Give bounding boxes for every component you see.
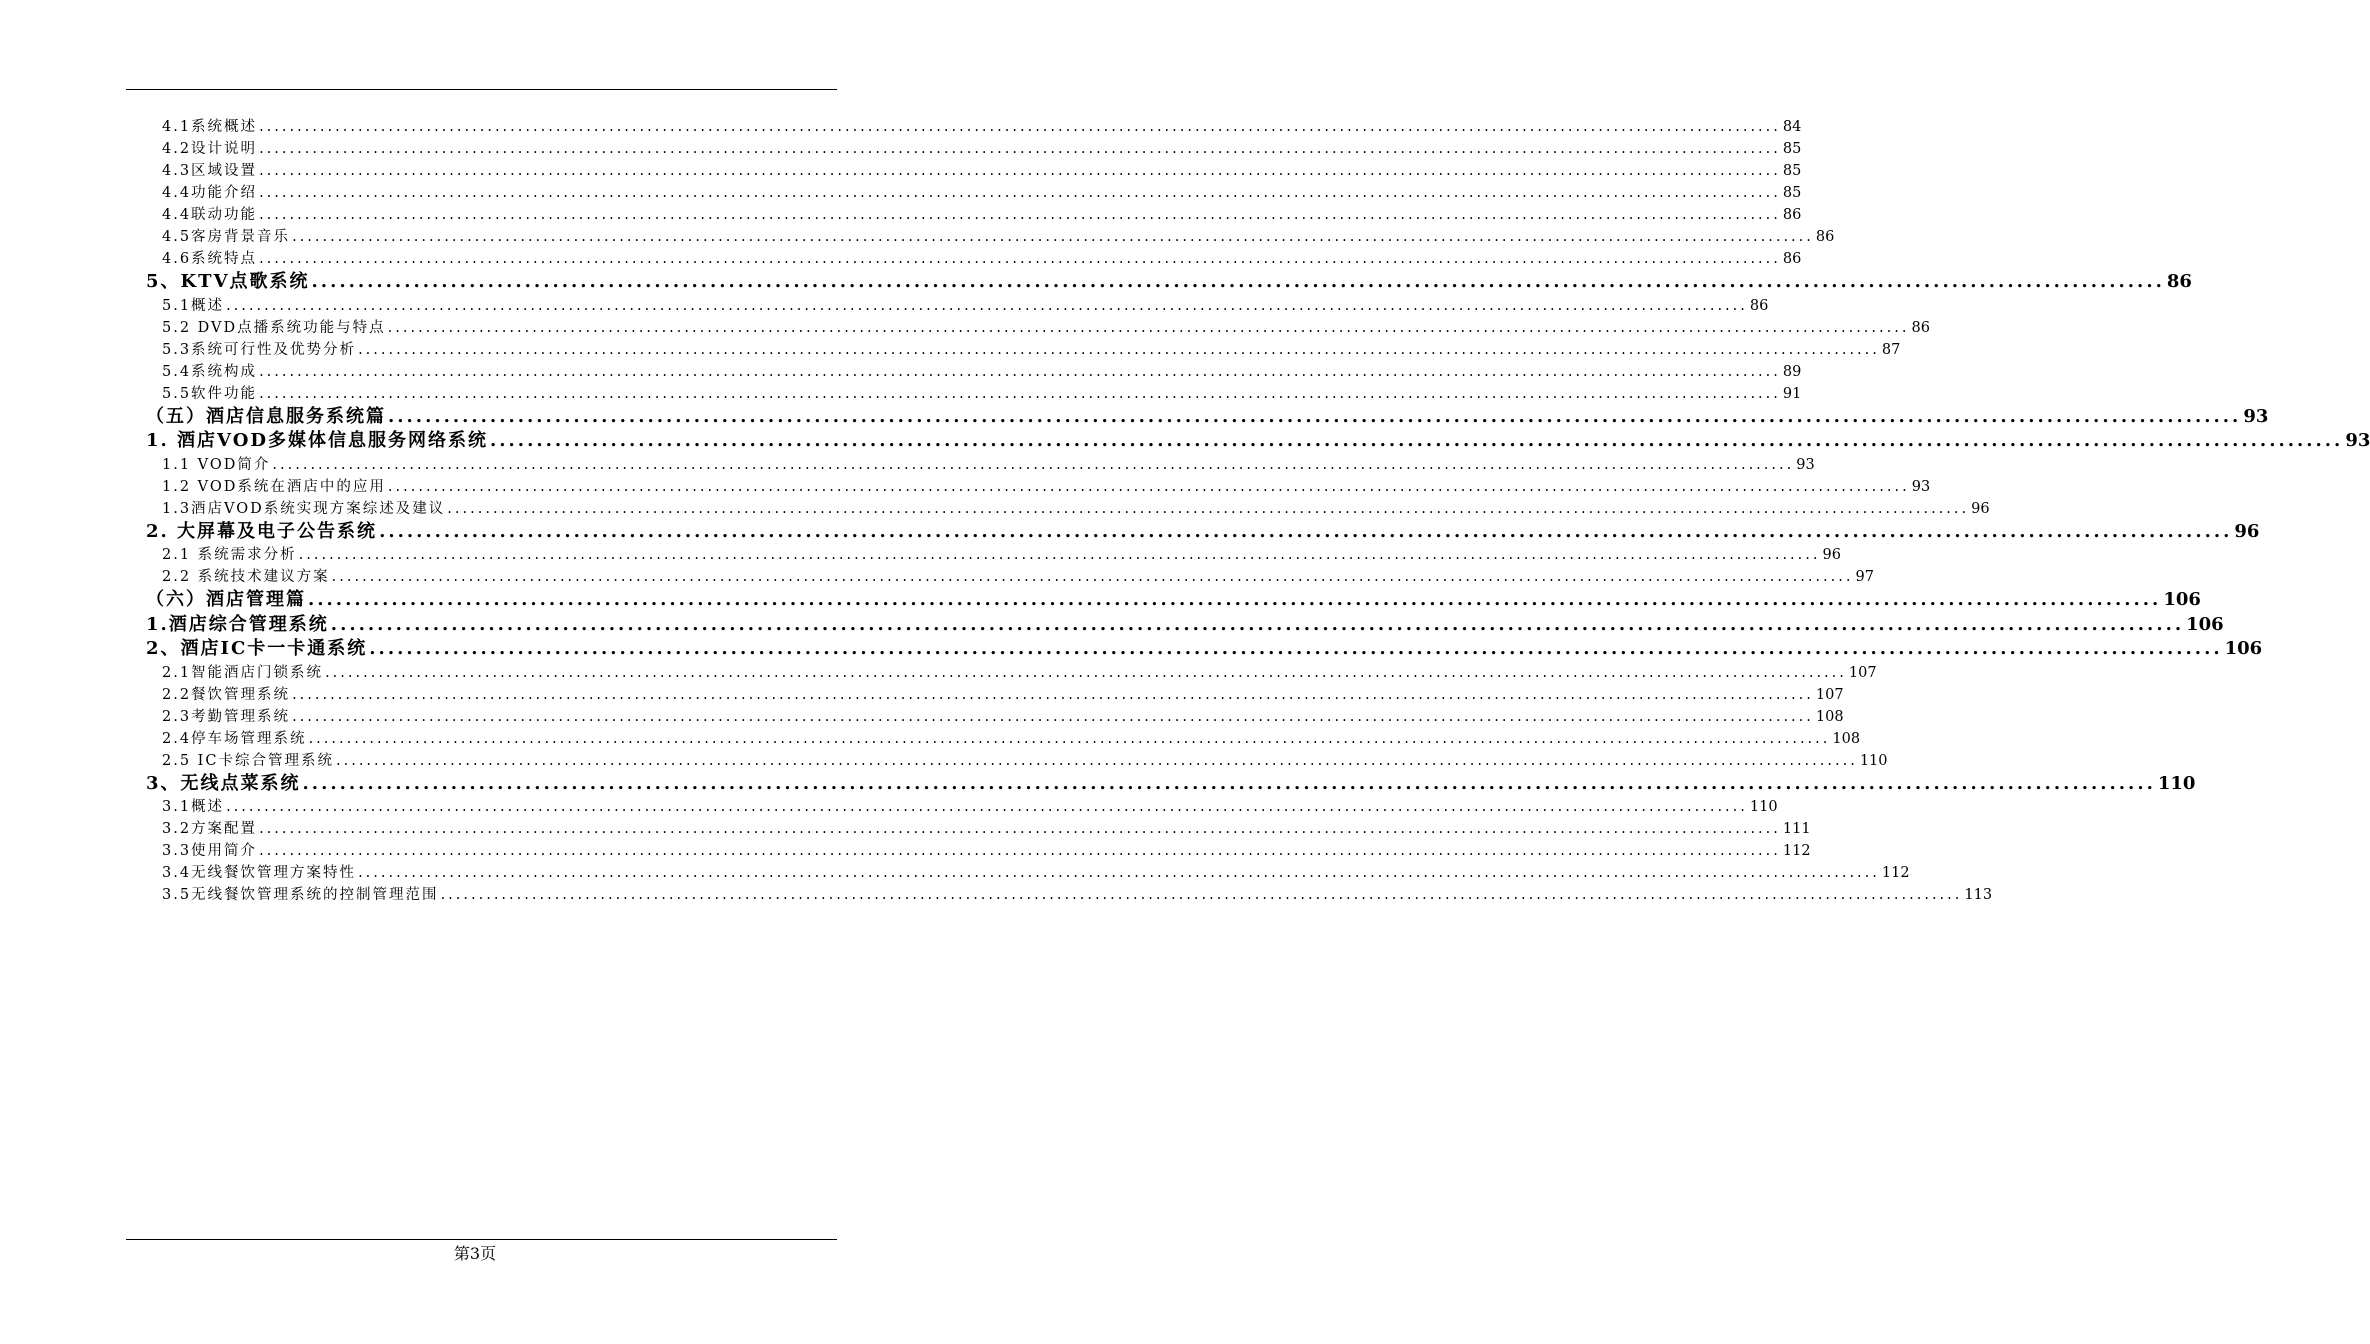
header-rule bbox=[126, 89, 837, 90]
toc-entry-label: 4.1系统概述 bbox=[162, 119, 258, 135]
toc-dot-leader: ........................................................................................................................................................................................................ bbox=[259, 363, 1781, 380]
toc-entry-label: 1.3酒店VOD系统实现方案综述及建议 bbox=[162, 500, 446, 517]
toc-section-entry[interactable] bbox=[146, 361, 1802, 383]
toc-dot-leader: ........................................................................................................................................................................................................ bbox=[311, 271, 2165, 292]
toc-dot-leader: ........................................................................................................................................................................................................ bbox=[226, 297, 1748, 314]
toc-dot-leader: ........................................................................................................................................................................................................ bbox=[369, 638, 2223, 659]
toc-dot-leader: ........................................................................................................................................................................................................ bbox=[259, 119, 1781, 135]
toc-section-entry[interactable] bbox=[146, 160, 1802, 182]
toc-section-entry[interactable] bbox=[146, 454, 1815, 476]
toc-entry-page-number: 86 bbox=[1782, 207, 1802, 223]
toc-entry-label: 2.5 IC卡综合管理系统 bbox=[162, 752, 334, 769]
toc-dot-leader: ........................................................................................................................................................................................................ bbox=[259, 821, 1781, 837]
toc-dot-leader: ........................................................................................................................................................................................................ bbox=[387, 319, 1910, 336]
toc-entry-page-number: 111 bbox=[1782, 821, 1811, 837]
toc-entry-label: 3.3使用简介 bbox=[162, 843, 258, 859]
toc-section-entry[interactable] bbox=[146, 339, 1901, 361]
toc-section-entry[interactable] bbox=[146, 182, 1802, 204]
toc-section-entry[interactable] bbox=[146, 498, 1990, 520]
toc-entry-label: 2.1 系统需求分析 bbox=[162, 547, 297, 563]
toc-entry-label: 5.3系统可行性及优势分析 bbox=[162, 341, 357, 358]
page-number: 第3页 bbox=[453, 1244, 497, 1263]
toc-dot-leader: ........................................................................................................................................................................................................ bbox=[259, 843, 1781, 859]
toc-dot-leader: ........................................................................................................................................................................................................ bbox=[325, 664, 1847, 681]
toc-dot-leader: ........................................................................................................................................................................................................ bbox=[330, 613, 2185, 635]
toc-section-entry[interactable] bbox=[146, 750, 1888, 772]
toc-entry-label: 3.2方案配置 bbox=[162, 821, 258, 837]
toc-entry-page-number: 85 bbox=[1782, 141, 1802, 157]
toc-section-entry[interactable] bbox=[146, 840, 1811, 862]
toc-entry-page-number: 93 bbox=[2243, 405, 2269, 427]
toc-entry-page-number: 96 bbox=[1822, 547, 1841, 563]
toc-section-entry[interactable] bbox=[146, 706, 1844, 728]
toc-entry-label: 5.5软件功能 bbox=[162, 385, 258, 402]
toc-dot-leader: ........................................................................................................................................................................................................ bbox=[272, 456, 1795, 473]
toc-entry-label: 4.5客房背景音乐 bbox=[162, 229, 291, 245]
toc-entry-label: 2.2 系统技术建议方案 bbox=[162, 569, 330, 585]
toc-entry-label: 2.1智能酒店门锁系统 bbox=[162, 664, 324, 681]
toc-dot-leader: ........................................................................................................................................................................................................ bbox=[331, 569, 1854, 585]
table-of-contents bbox=[146, 116, 2370, 906]
toc-entry-label: 4.6系统特点 bbox=[162, 251, 258, 267]
toc-entry-page-number: 107 bbox=[1848, 664, 1877, 681]
toc-entry-page-number: 106 bbox=[2186, 613, 2224, 635]
toc-entry-page-number: 85 bbox=[1782, 163, 1802, 179]
toc-entry-page-number: 93 bbox=[2345, 430, 2370, 451]
toc-entry-page-number: 110 bbox=[2157, 772, 2196, 794]
toc-chapter-entry[interactable] bbox=[146, 772, 2196, 797]
toc-section-entry[interactable] bbox=[146, 317, 1930, 339]
toc-dot-leader: ........................................................................................................................................................................................................ bbox=[336, 752, 1858, 769]
toc-chapter-entry[interactable] bbox=[146, 588, 2201, 613]
toc-section-entry[interactable] bbox=[146, 383, 1802, 405]
toc-entry-page-number: 93 bbox=[1911, 478, 1931, 495]
toc-entry-label: 3.1概述 bbox=[162, 799, 225, 815]
toc-entry-page-number: 113 bbox=[1964, 887, 1993, 903]
toc-dot-leader: ........................................................................................................................................................................................................ bbox=[226, 799, 1748, 815]
toc-dot-leader: ........................................................................................................................................................................................................ bbox=[379, 520, 2233, 542]
toc-entry-label: 5.1概述 bbox=[162, 297, 225, 314]
toc-entry-label: 3.4无线餐饮管理方案特性 bbox=[162, 865, 357, 881]
toc-entry-label: 4.3区域设置 bbox=[162, 163, 258, 179]
toc-section-entry[interactable] bbox=[146, 226, 1835, 248]
toc-section-entry[interactable] bbox=[146, 728, 1861, 750]
toc-entry-label: 5.4系统构成 bbox=[162, 363, 258, 380]
toc-entry-page-number: 112 bbox=[1881, 865, 1910, 881]
toc-chapter-entry[interactable] bbox=[146, 405, 2269, 430]
toc-section-entry[interactable] bbox=[146, 248, 1802, 270]
toc-dot-leader: ........................................................................................................................................................................................................ bbox=[259, 207, 1781, 223]
toc-entry-page-number: 84 bbox=[1782, 119, 1802, 135]
toc-entry-page-number: 85 bbox=[1782, 185, 1802, 201]
toc-entry-page-number: 91 bbox=[1782, 385, 1802, 402]
toc-entry-page-number: 108 bbox=[1815, 708, 1844, 725]
toc-entry-label: 3.5无线餐饮管理系统的控制管理范围 bbox=[162, 887, 439, 903]
toc-section-entry[interactable] bbox=[146, 862, 1910, 884]
footer-rule bbox=[126, 1239, 837, 1240]
toc-dot-leader: ........................................................................................................................................................................................................ bbox=[259, 163, 1781, 179]
toc-entry-label: 1.酒店综合管理系统 bbox=[146, 613, 329, 635]
toc-entry-page-number: 86 bbox=[1815, 229, 1835, 245]
toc-entry-page-number: 106 bbox=[2224, 638, 2263, 659]
toc-entry-label: 1. 酒店VOD多媒体信息服务网络系统 bbox=[146, 430, 488, 451]
toc-entry-page-number: 86 bbox=[1911, 319, 1930, 336]
toc-entry-label: 4.4联动功能 bbox=[162, 207, 258, 223]
toc-entry-label: 4.4功能介绍 bbox=[162, 185, 258, 201]
toc-dot-leader: ........................................................................................................................................................................................................ bbox=[447, 500, 1970, 517]
toc-chapter-entry[interactable] bbox=[146, 520, 2260, 545]
toc-dot-leader: ........................................................................................................................................................................................................ bbox=[259, 185, 1781, 201]
toc-dot-leader: ........................................................................................................................................................................................................ bbox=[259, 251, 1781, 267]
toc-entry-page-number: 107 bbox=[1815, 686, 1844, 703]
toc-dot-leader: ........................................................................................................................................................................................................ bbox=[388, 405, 2242, 427]
toc-entry-page-number: 96 bbox=[1971, 500, 1990, 517]
toc-entry-label: （六）酒店管理篇 bbox=[146, 589, 306, 610]
toc-entry-label: 2.3考勤管理系统 bbox=[162, 708, 291, 725]
toc-dot-leader: ........................................................................................................................................................................................................ bbox=[292, 708, 1814, 725]
toc-entry-label: 2、酒店IC卡一卡通系统 bbox=[146, 638, 368, 659]
toc-section-entry[interactable] bbox=[146, 796, 1778, 818]
toc-dot-leader: ........................................................................................................................................................................................................ bbox=[490, 430, 2344, 451]
toc-entry-page-number: 110 bbox=[1749, 799, 1778, 815]
toc-section-entry[interactable] bbox=[146, 818, 1811, 840]
toc-entry-label: 5、KTV点歌系统 bbox=[146, 271, 310, 292]
toc-chapter-entry[interactable] bbox=[146, 270, 2192, 295]
toc-dot-leader: ........................................................................................................................................................................................................ bbox=[308, 730, 1831, 747]
toc-dot-leader: ........................................................................................................................................................................................................ bbox=[259, 385, 1781, 402]
toc-dot-leader: ........................................................................................................................................................................................................ bbox=[358, 865, 1880, 881]
toc-dot-leader: ........................................................................................................................................................................................................ bbox=[302, 772, 2156, 794]
toc-entry-page-number: 89 bbox=[1782, 363, 1802, 380]
toc-entry-label: 1.1 VOD简介 bbox=[162, 456, 271, 473]
toc-section-entry[interactable] bbox=[146, 138, 1802, 160]
toc-entry-label: 2.2餐饮管理系统 bbox=[162, 686, 291, 703]
toc-entry-page-number: 87 bbox=[1881, 341, 1901, 358]
toc-dot-leader: ........................................................................................................................................................................................................ bbox=[358, 341, 1880, 358]
toc-entry-page-number: 110 bbox=[1859, 752, 1888, 769]
toc-section-entry[interactable] bbox=[146, 116, 1802, 138]
toc-entry-page-number: 96 bbox=[2234, 520, 2260, 542]
toc-dot-leader: ........................................................................................................................................................................................................ bbox=[308, 589, 2162, 610]
toc-entry-label: 4.2设计说明 bbox=[162, 141, 258, 157]
toc-section-entry[interactable] bbox=[146, 884, 1993, 906]
toc-section-entry[interactable] bbox=[146, 684, 1844, 706]
toc-section-entry[interactable] bbox=[146, 204, 1802, 226]
toc-entry-label: （五）酒店信息服务系统篇 bbox=[146, 405, 386, 427]
toc-section-entry[interactable] bbox=[146, 544, 1841, 566]
toc-entry-label: 2. 大屏幕及电子公告系统 bbox=[146, 520, 378, 542]
toc-entry-page-number: 86 bbox=[1782, 251, 1802, 267]
toc-entry-label: 2.4停车场管理系统 bbox=[162, 730, 307, 747]
toc-section-entry[interactable] bbox=[146, 295, 1769, 317]
toc-chapter-entry[interactable] bbox=[146, 613, 2224, 638]
toc-dot-leader: ........................................................................................................................................................................................................ bbox=[259, 141, 1781, 157]
toc-entry-page-number: 97 bbox=[1855, 569, 1874, 585]
toc-dot-leader: ........................................................................................................................................................................................................ bbox=[292, 229, 1814, 245]
toc-dot-leader: ........................................................................................................................................................................................................ bbox=[298, 547, 1821, 563]
toc-entry-label: 5.2 DVD点播系统功能与特点 bbox=[162, 319, 386, 336]
toc-chapter-entry[interactable] bbox=[146, 637, 2263, 662]
toc-entry-page-number: 86 bbox=[2166, 271, 2192, 292]
toc-dot-leader: ........................................................................................................................................................................................................ bbox=[292, 686, 1814, 703]
toc-entry-page-number: 112 bbox=[1782, 843, 1811, 859]
toc-section-entry[interactable] bbox=[146, 476, 1931, 498]
toc-entry-page-number: 106 bbox=[2163, 589, 2201, 610]
toc-dot-leader: ........................................................................................................................................................................................................ bbox=[387, 478, 1910, 495]
toc-entry-label: 1.2 VOD系统在酒店中的应用 bbox=[162, 478, 386, 495]
toc-section-entry[interactable] bbox=[146, 566, 1874, 588]
toc-entry-page-number: 86 bbox=[1749, 297, 1769, 314]
toc-section-entry[interactable] bbox=[146, 662, 1877, 684]
toc-entry-label: 3、无线点菜系统 bbox=[146, 772, 301, 794]
toc-chapter-entry[interactable] bbox=[146, 429, 2370, 454]
toc-entry-page-number: 108 bbox=[1832, 730, 1861, 747]
toc-entry-page-number: 93 bbox=[1796, 456, 1815, 473]
toc-dot-leader: ........................................................................................................................................................................................................ bbox=[440, 887, 1963, 903]
